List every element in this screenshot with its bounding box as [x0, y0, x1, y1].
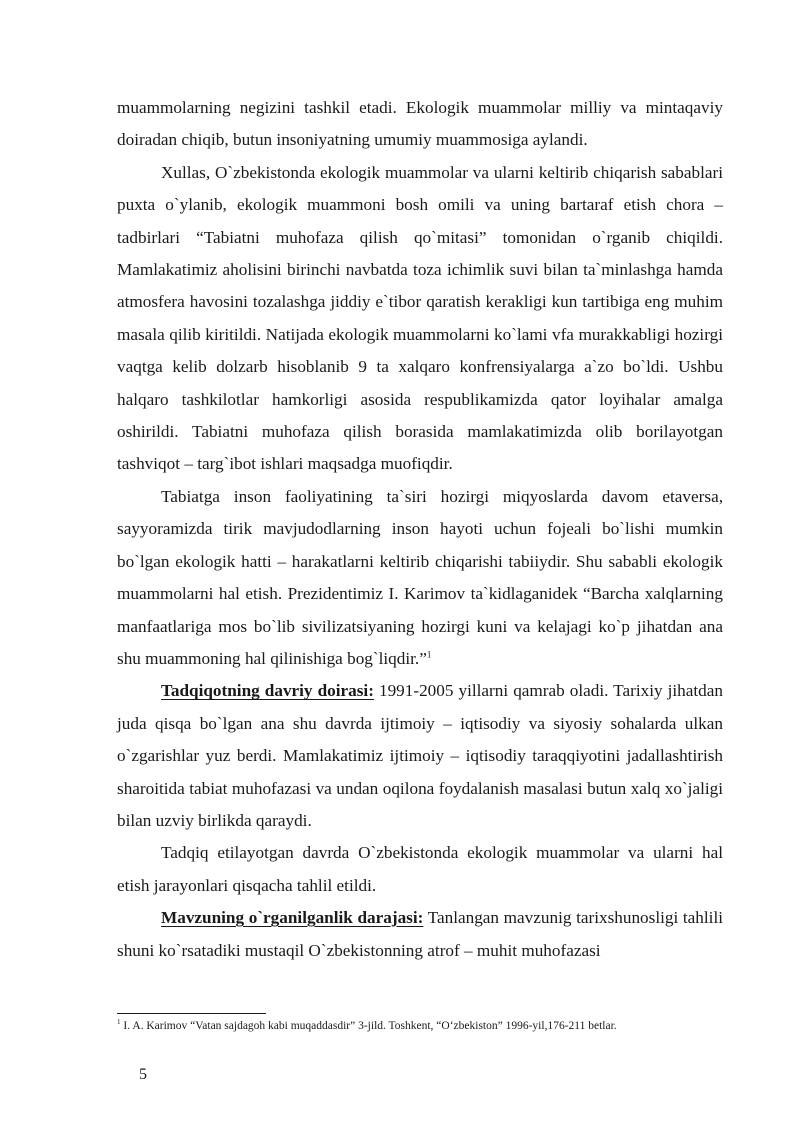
- footnote-text: I. A. Karimov “Vatan sajdagoh kabi muqaddasdir” 3-jild. Toshkent, “O‘zbekiston” 1996-yil,176-211 betlar.: [120, 1020, 617, 1032]
- paragraph-analysis: Tadqiq etilayotgan davrda O`zbekistonda ekologik muammolar va ularni hal etish jarayonlari qisqacha tahlil etildi.: [117, 843, 723, 895]
- paragraph-study-level: [117, 902, 723, 967]
- footnote-marker: 1: [117, 1018, 121, 1027]
- paragraph-research-period: [117, 675, 723, 837]
- footnote: [117, 1019, 723, 1033]
- research-period-heading: Tadqiqotning davriy doirasi:: [161, 681, 374, 701]
- page-number: 5: [139, 1066, 147, 1083]
- paragraph-ecology-summary: Xullas, O`zbekistonda ekologik muammolar va ularni keltirib chiqarish sabablari puxta o`ylanib, ekologik muammoni bosh omili va uning bartaraf etish chora – tadbirlari “Tabiatni muhofaza qilish qo`mitasi” tomonidan o`rganib chiqildi. Mamlakatimiz aholisini birinchi navbatda toza ichimlik suvi bilan ta`minlashga hamda atmosfera havosini tozalashga jiddiy e`tibor qaratish kerakligi kun tartibiga eng muhim masala qilib kiritildi. Natijada ekologik muammolarni ko`lami vfa murakkabligi hozirgi vaqtga kelib dolzarb hisoblanib 9 ta xalqaro konfrensiyalarga a`zo bo`ldi. Ushbu halqaro tashkilotlar hamkorligi asosida respublikamizda qator loyihalar amalga oshirildi. Tabiatni muhofaza qilish borasida mamlakatimizda olib borilayotgan tashviqot – targ`ibot ishlari maqsadga muofiqdir.: [117, 162, 723, 474]
- paragraph-continuation: muammolarning negizini tashkil etadi. Ekologik muammolar milliy va mintaqaviy doiradan chiqib, butun insoniyatning umumiy muammosiga aylandi.: [117, 98, 723, 150]
- footnote-reference: 1: [426, 649, 432, 660]
- footnote-separator: [117, 1013, 266, 1014]
- paragraph-human-impact-text: Tabiatga inson faoliyatining ta`siri hozirgi miqyoslarda davom etaversa, sayyoramizda tirik mavjudodlarning inson hayoti uchun fojeali bo`lishi mumkin bo`lgan ekologik hatti – harakatlarni keltirib chiqarishi tabiiydir. Shu sababli ekologik muammolarni hal etish. Prezidentimiz I. Karimov ta`kidlaganidek “Barcha xalqlarning manfaatlariga mos bo`lib sivilizatsiyaning hozirgi kuni va kelajagi ko`p jihatdan ana shu muammoning hal qilinishiga bog`liqdir.”: [117, 486, 723, 668]
- document-body: [117, 92, 723, 967]
- paragraph-human-impact: [117, 481, 723, 675]
- research-period-text: 1991-2005 yillarni qamrab oladi. Tarixiy jihatdan juda qisqa bo`lgan ana shu davrda ijtimoiy – iqtisodiy va siyosiy sohalarda ulkan o`zgarishlar yuz berdi. Mamlakatimiz ijtimoiy – iqtisodiy taraqqiyotini jadallashtirish sharoitida tabiat muhofazasi va undan oqilona foydalanish masalasi butun xalq xo`jaligi bilan uzviy birlikda qaraydi.: [117, 681, 723, 830]
- study-level-heading: Mavzuning o`rganilganlik darajasi:: [161, 908, 424, 928]
- study-level-text: Tanlangan mavzunig tarixshunosligi tahlili shuni ko`rsatadiki mustaqil O`zbekistonning atrof – muhit muhofazasi: [117, 908, 723, 960]
